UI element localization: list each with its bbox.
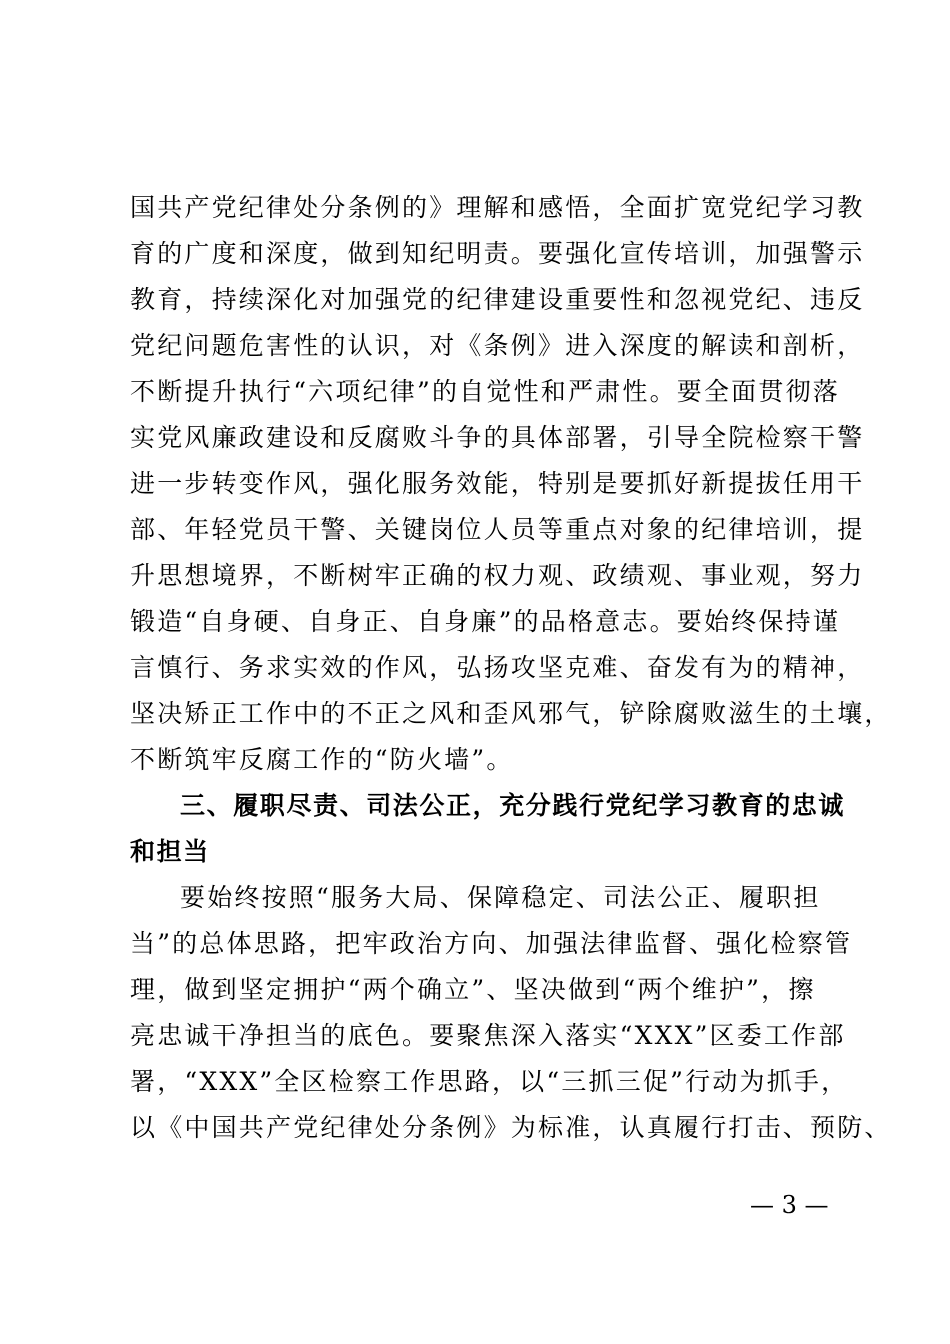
section-heading: 三、履职尽责、司法公正，充分践行党纪学习教育的忠诚 bbox=[180, 791, 846, 820]
body-text-line: 言慎行、务求实效的作风，弘扬攻坚克难、奋发有为的精神， bbox=[130, 653, 865, 682]
page-number: — 3 — bbox=[750, 1191, 829, 1219]
body-text-line: 进一步转变作风，强化服务效能，特别是要抓好新提拔任用干 bbox=[130, 469, 865, 498]
body-text-line: 以《中国共产党纪律处分条例》为标准，认真履行打击、预防、 bbox=[130, 1113, 892, 1142]
body-text-line: 党纪问题危害性的认识，对《条例》进入深度的解读和剖析， bbox=[130, 331, 865, 360]
body-text-line: 育的广度和深度，做到知纪明责。要强化宣传培训，加强警示 bbox=[130, 239, 865, 268]
body-text-line: 不断提升执行“六项纪律”的自觉性和严肃性。要全面贯彻落 bbox=[130, 377, 840, 406]
body-text-line: 部、年轻党员干警、关键岗位人员等重点对象的纪律培训，提 bbox=[130, 515, 865, 544]
body-text-line: 要始终按照“服务大局、保障稳定、司法公正、履职担 bbox=[180, 883, 821, 912]
body-text-line: 理，做到坚定拥护“两个确立”、坚决做到“两个维护”，擦 bbox=[130, 975, 816, 1004]
section-heading: 和担当 bbox=[130, 837, 210, 866]
body-text-line: 实党风廉政建设和反腐败斗争的具体部署，引导全院检察干警 bbox=[130, 423, 865, 452]
body-text-line: 锻造“自身硬、自身正、自身廉”的品格意志。要始终保持谨 bbox=[130, 607, 840, 636]
body-text-line: 国共产党纪律处分条例的》理解和感悟，全面扩宽党纪学习教 bbox=[130, 193, 865, 222]
body-text-line: 升思想境界，不断树牢正确的权力观、政绩观、事业观，努力 bbox=[130, 561, 865, 590]
body-text-line: 当”的总体思路，把牢政治方向、加强法律监督、强化检察管 bbox=[130, 929, 853, 958]
body-text-line: 坚决矫正工作中的不正之风和歪风邪气，铲除腐败滋生的土壤， bbox=[130, 699, 892, 728]
body-text-line: 亮忠诚干净担当的底色。要聚焦深入落实“XXX”区委工作部 bbox=[130, 1021, 846, 1050]
body-text-line: 不断筑牢反腐工作的“防火墙”。 bbox=[130, 745, 514, 774]
body-text-line: 署，“XXX”全区检察工作思路，以“三抓三促”行动为抓手， bbox=[130, 1067, 849, 1096]
body-text-line: 教育，持续深化对加强党的纪律建设重要性和忽视党纪、违反 bbox=[130, 285, 865, 314]
